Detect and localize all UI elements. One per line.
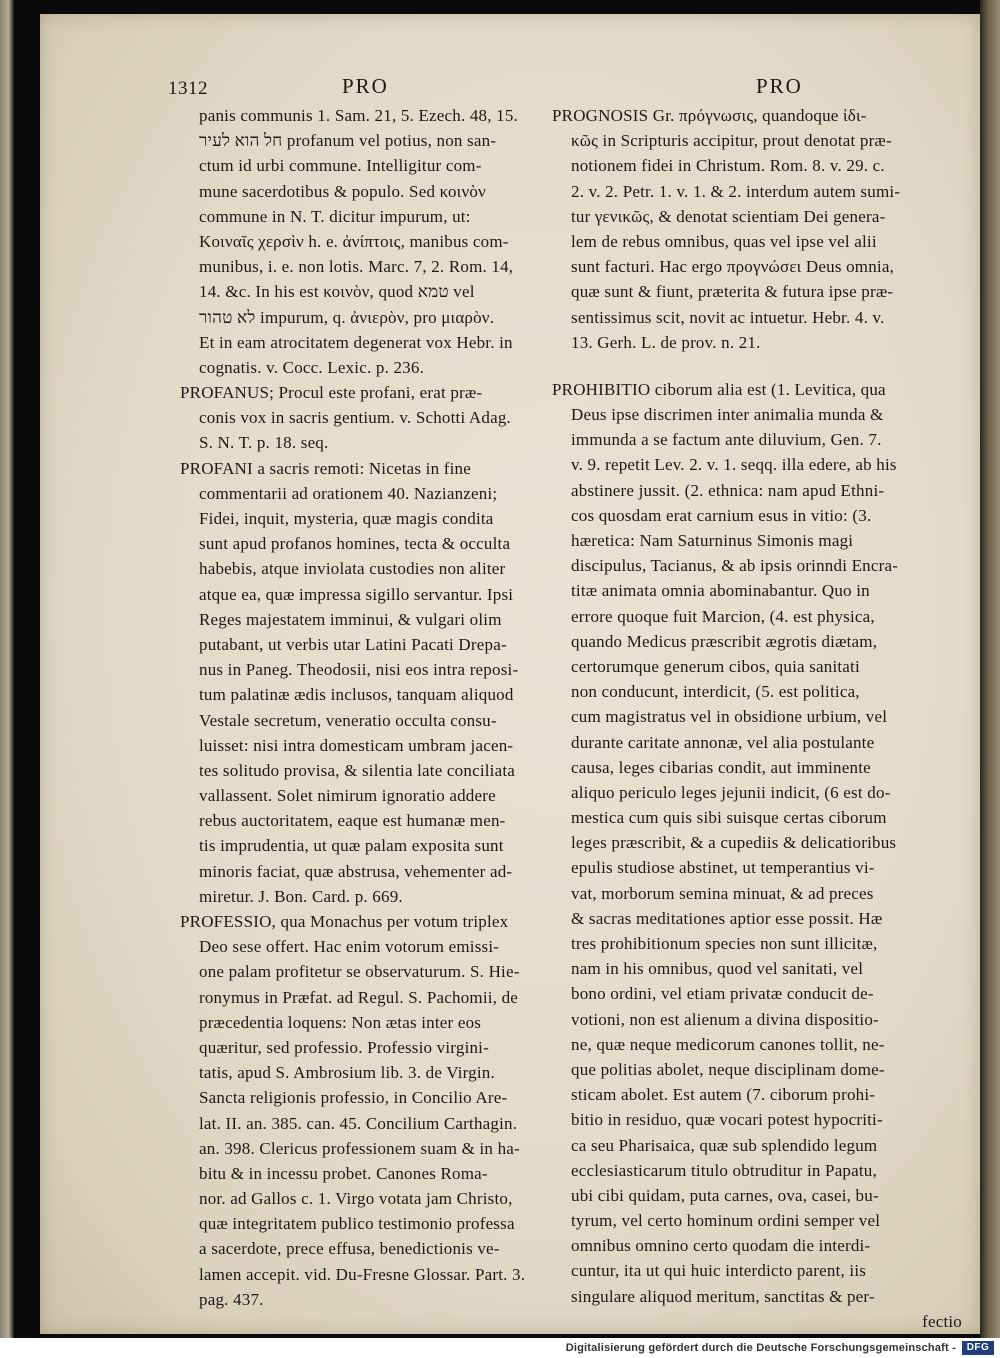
text-line: PROFANI a sacris remoti: Nicetas in fine [180, 458, 471, 478]
text-line: tur γενικῶς, & denotat scientiam Dei genera- [571, 206, 886, 226]
text-line: sunt apud profanos homines, tecta & occulta [199, 534, 511, 554]
text-line: Reges majestatem imminui, & vulgari olim [199, 609, 502, 629]
text-line: discipulus, Tacianus, & ab ipsis orinndi Encra- [571, 556, 899, 576]
text-line: a sacerdote, prece effusa, benedictionis ve- [199, 1239, 500, 1259]
text-line: lem de rebus omnibus, quas vel ipse vel alii [571, 231, 877, 251]
text-line: abstinere jussit. (2. ethnica: nam apud Ethni- [571, 480, 885, 500]
text-line: atque ea, quæ impressa sigillo servantur. Ipsi [199, 584, 514, 604]
text-line: tum palatinæ ædis inclusos, tanquam aliquod [199, 685, 514, 705]
text-line: ctum id urbi commune. Intelligitur com- [199, 156, 482, 176]
text-line: miretur. J. Bon. Card. p. 669. [199, 886, 403, 906]
hebrew-text: לא טהור [199, 307, 256, 327]
text-line: rebus auctoritatem, eaque est humanæ men- [199, 811, 506, 831]
text-line: 14. &c. In his est κοινὸν, quod טמא vel [199, 282, 475, 302]
text-line: tatis, apud S. Ambrosium lib. 3. de Virgin. [199, 1063, 495, 1083]
text-line: quæ sunt & fiunt, præterita & futura ipse præ- [571, 282, 894, 302]
catchword: fectio [922, 1311, 962, 1331]
text-line: luisset: nisi intra domesticam umbram jacen- [199, 735, 514, 755]
book-edge [980, 0, 1000, 1338]
text-line: tes solitudo provisa, & silentia late conciliata [199, 760, 515, 780]
text-line: ca seu Pharisaica, quæ sub splendido legum [571, 1135, 878, 1155]
text-line: tis imprudentia, ut quæ palam exposita sunt [199, 836, 504, 856]
text-line: omnibus omnino certo quodam die interdi- [571, 1236, 871, 1256]
text-line: lat. II. an. 385. can. 45. Concilium Carthagin. [199, 1113, 518, 1133]
running-head-left: PRO [342, 74, 389, 98]
text-line: que politias abolet, neque disciplinam dome- [571, 1059, 885, 1079]
text-line: pag. 437. [199, 1289, 264, 1309]
text-line: notionem fidei in Christum. Rom. 8. v. 29. c. [571, 156, 885, 176]
text-line: bitu & in incessu probet. Canones Roma- [199, 1163, 488, 1183]
text-line: PROGNOSIS Gr. πρόγνωσις, quandoque ἰδι- [552, 106, 867, 125]
text-line: certorumque generum cibos, quia sanitati [571, 656, 860, 676]
text-line: 2. v. 2. Petr. 1. v. 1. & 2. interdum autem sumi- [571, 181, 901, 201]
digitization-footer [0, 1338, 1000, 1358]
text-line: bitio in residuo, quæ vocari potest hypocriti- [571, 1110, 883, 1130]
text-line: nam in his omnibus, quod vel sanitati, vel [571, 959, 864, 979]
text-line: vallassent. Solet nimirum ignoratio addere [199, 786, 496, 806]
line-text: impurum, q. ἀνιερὸν, pro μιαρὸν. [260, 307, 495, 327]
text-line: quæritur, sed professio. Professio virgini- [199, 1037, 489, 1057]
text-line: sticam abolet. Est autem (7. ciborum prohi- [571, 1085, 876, 1105]
text-line: mestica cum quis sibi suisque certas ciborum [571, 808, 887, 828]
book-page [40, 14, 980, 1334]
facing-page-edge [0, 0, 14, 1338]
text-line: quæ integritatem publico testimonio professa [199, 1214, 515, 1234]
text-line: PROHIBITIO ciborum alia est (1. Levitica, qua [552, 379, 886, 399]
text-line: hæretica: Nam Saturninus Simonis magi [571, 531, 854, 550]
text-line: PROFESSIO, qua Monachus per votum triplex [180, 912, 509, 931]
funding-credit: Digitalisierung gefördert durch die Deutsche Forschungsgemeinschaft - [565, 1342, 956, 1354]
text-line: κῶς in Scripturis accipitur, prout denotat præ- [571, 131, 892, 151]
hebrew-text: חל הוא לעיר [199, 131, 283, 151]
text-line: titæ animata omnia abominabantur. Quo in [571, 581, 870, 601]
text-line: bono ordini, vel etiam privatæ conducit de- [571, 984, 874, 1004]
text-line [180, 128, 570, 153]
text-line: 13. Gerh. L. de prov. n. 21. [571, 332, 761, 352]
text-line: munibus, i. e. non lotis. Marc. 7, 2. Rom. 14, [199, 257, 514, 277]
text-line: Κοιναῖς χερσὶν h. e. ἀνίπτοις, manibus com- [199, 231, 509, 251]
text-line: Deus ipse discrimen inter animalia munda & [571, 405, 884, 425]
text-line: putabant, ut verbis utar Latini Pacati Drepa- [199, 634, 507, 654]
text-line: cos quosdam erat carnium esus in vitio: (3. [571, 505, 872, 525]
page-number: 1312 [168, 78, 208, 99]
text-line: non conducunt, interdicit, (5. est politica, [571, 682, 860, 702]
text-line: durante caritate annonæ, vel alia postulante [571, 732, 875, 752]
text-line: quando Medicus præscribit ægrotis diætam, [571, 631, 878, 651]
text-line [180, 305, 570, 330]
text-line: errore quoque fuit Marcion, (4. est physica, [571, 606, 875, 626]
text-line: cognatis. v. Cocc. Lexic. p. 236. [199, 357, 425, 377]
text-line: v. 9. repetit Lev. 2. v. 1. seqq. illa edere, ab his [571, 455, 897, 475]
text-line: habebis, atque inviolata custodies non aliter [199, 559, 506, 579]
text-line: præcedentia loquens: Non ætas inter eos [199, 1012, 482, 1032]
text-line: cuntur, ita ut qui huic interdicto parent, iis [571, 1261, 867, 1281]
text-line: vat, morborum semina minuat, & ad preces [571, 883, 874, 903]
text-line: causa, leges cibarias condit, aut imminente [571, 757, 871, 777]
text-line: nus in Paneg. Theodosii, nisi eos intra reposi- [199, 660, 519, 680]
paragraph-gap [552, 355, 962, 377]
text-line: tyrum, vel certo hominum ordini semper vel [571, 1211, 881, 1231]
text-line: commune in N. T. dicitur impurum, ut: [199, 206, 471, 226]
text-line: Sancta religionis professio, in Concilio Are- [199, 1088, 508, 1108]
text-line: ubi cibi quidam, puta carnes, ova, casei, bu- [571, 1185, 879, 1205]
text-line: nor. ad Gallos c. 1. Virgo votata jam Christo, [199, 1189, 513, 1209]
running-head-right: PRO [756, 74, 803, 98]
text-line: Vestale secretum, veneratio occulta consu- [199, 710, 497, 730]
right-column [552, 103, 962, 1334]
text-line: minoris faciat, quæ abstrusa, vehementer ad- [199, 861, 513, 881]
line-text: profanum vel potius, non san- [286, 131, 497, 151]
text-line: epulis studiose abstinet, ut temperantius vi- [571, 858, 875, 878]
text-line: sunt facturi. Hac ergo προγνώσει Deus omnia, [571, 257, 895, 277]
text-line: an. 398. Clericus professionem suam & in ha- [199, 1138, 520, 1158]
text-line: cum magistratus vel in obsidione urbium, vel [571, 707, 888, 727]
text-line: S. N. T. p. 18. seq. [199, 433, 329, 453]
text-line: mune sacerdotibus & populo. Sed κοινὸν [199, 181, 486, 201]
text-line: sentissimus scit, novit ac intuetur. Hebr. 4. v. [571, 307, 885, 327]
text-line: singulare aliquod meritum, sanctitas & per- [571, 1286, 875, 1306]
text-line: commentarii ad orationem 40. Nazianzeni; [199, 483, 498, 503]
text-line: votioni, non est alienum a divina dispositio- [571, 1009, 879, 1029]
dfg-logo: DFG [962, 1341, 994, 1355]
text-line: ronymus in Præfat. ad Regul. S. Pachomii, de [199, 987, 519, 1007]
text-line: ne, quæ neque medicorum canones tollit, ne- [571, 1034, 885, 1054]
text-line: & sacras meditationes aptior esse possit. Hæ [571, 908, 883, 928]
text-line: panis communis 1. Sam. 21, 5. Ezech. 48, 15. [199, 106, 519, 125]
text-line: immunda a se factum ante diluvium, Gen. 7. [571, 430, 882, 450]
text-line: tres prohibitionum species non sunt illicitæ, [571, 934, 878, 953]
left-column [180, 103, 570, 1312]
text-line: lamen accepit. vid. Du-Fresne Glossar. Part. 3. [199, 1264, 526, 1284]
text-line: conis vox in sacris gentium. v. Schotti Adag. [199, 408, 511, 428]
text-line: ecclesiasticarum titulo obtruditur in Papatu, [571, 1160, 877, 1180]
text-line: Et in eam atrocitatem degenerat vox Hebr. in [199, 332, 513, 352]
text-line: PROFANUS; Procul este profani, erat præ- [180, 383, 483, 403]
text-line: Deo sese offert. Hac enim votorum emissi- [199, 937, 500, 957]
text-line: aliquo periculo leges jejunii indicit, (6 est do- [571, 782, 891, 802]
text-line: leges præscribit, & a cupediis & delicatioribus [571, 833, 897, 853]
text-line: one palam profitetur se observaturum. S. Hie- [199, 962, 520, 982]
text-line: Fidei, inquit, mysteria, quæ magis condita [199, 509, 494, 528]
